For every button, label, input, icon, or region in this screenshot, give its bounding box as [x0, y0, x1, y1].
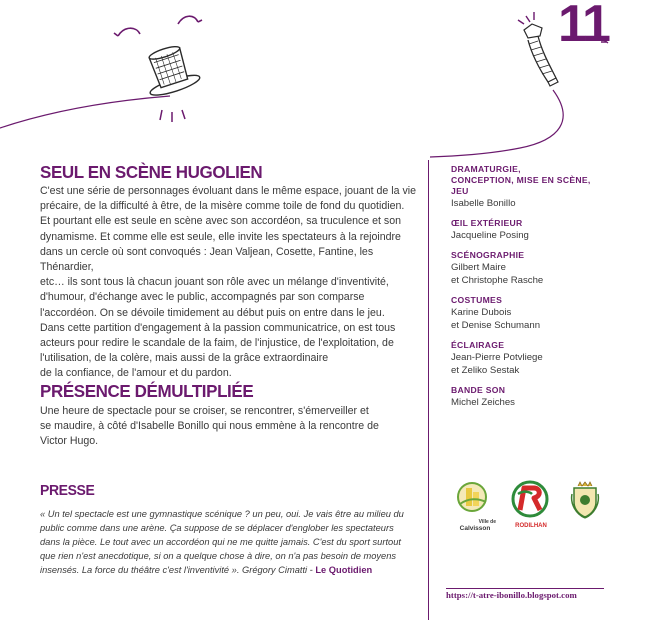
credit-item	[451, 218, 621, 242]
credit-name: Jacqueline Posing	[451, 230, 529, 241]
sponsor-logos	[450, 480, 610, 530]
credit-role: BANDE SON	[451, 385, 506, 395]
credit-item	[451, 164, 621, 210]
credit-name: Isabelle Bonillo	[451, 198, 516, 209]
press-quote	[40, 507, 425, 577]
credit-item	[451, 250, 621, 287]
press-author: Grégory Cimatti -	[242, 565, 316, 576]
credit-role: ŒIL EXTÉRIEUR	[451, 218, 523, 228]
credit-name: Karine Dubois et Denise Schumann	[451, 307, 541, 331]
credit-name: Michel Zeiches	[451, 397, 515, 408]
section-title-presence: PRÉSENCE DÉMULTIPLIÉE	[40, 381, 254, 402]
crest-emblem-icon	[568, 480, 602, 520]
credit-role: ÉCLAIRAGE	[451, 340, 505, 350]
calvisson-small: Ville de	[478, 519, 496, 525]
logo-rodilhan	[506, 480, 556, 529]
motion-marks	[160, 110, 185, 122]
credit-name: Jean-Pierre Potvliege et Zeliko Sestak	[451, 352, 543, 376]
rodilhan-name: RODILHAN	[515, 523, 547, 529]
logo-calvisson	[454, 480, 496, 532]
rodilhan-emblem-icon	[506, 480, 554, 518]
credits-list	[451, 164, 621, 417]
url-rule	[446, 588, 604, 589]
press-title: PRESSE	[40, 481, 95, 499]
credit-name: Gilbert Maire et Christophe Rasche	[451, 262, 544, 286]
press-source: Le Quotidien	[315, 565, 373, 576]
section-title-seul-en-scene: SEUL EN SCÈNE HUGOLIEN	[40, 162, 263, 183]
curve-line-right	[430, 90, 563, 157]
column-divider	[428, 160, 429, 620]
press-quote-text: « Un tel spectacle est une gymnastique scénique ? un peu, oui. Je vais être au milieu du public comme dans une arène. Ça suppose de se déplacer d'englober les spectateurs dans la pièce. Le tout avec un accordéon qui ne me quitte jamais. C'est du sport surtout que rien n'est anecdotique, si on a quelque chose à dire, on n'a pas besoin de moyens insensés. La force du théâtre c'est l'inventivité ».	[40, 509, 404, 576]
header-doodle	[0, 0, 649, 160]
credit-item	[451, 385, 621, 409]
logo-crest	[568, 480, 604, 525]
credit-item	[451, 295, 621, 332]
page-number: 11	[558, 0, 609, 53]
blog-url[interactable]: https://t-atre-ibonillo.blogspot.com	[446, 590, 577, 600]
credit-role: DRAMATURGIE, CONCEPTION, MISE EN SCÈNE, JEU	[451, 164, 591, 196]
curve-line-left	[0, 96, 170, 128]
credit-role: COSTUMES	[451, 295, 503, 305]
section-body-presence: Une heure de spectacle pour se croiser, se rencontrer, s'émerveiller et se maudire, à côté d'Isabelle Bonillo qui nous emmène à la rencontre de Victor Hugo.	[40, 405, 379, 448]
top-hat-icon	[138, 41, 201, 99]
accordion-doodle-icon	[518, 12, 558, 86]
calvisson-name: Calvisson	[459, 525, 491, 532]
eyebrow-left	[118, 28, 140, 36]
section-body-seul-en-scene: C'est une série de personnages évoluant dans le même espace, jouant de la vie précaire, de la difficulté à être, de la misère comme toile de fond du quotidien. Et pourtant elle est seule en scène avec son accordéon, sa truculence et son dynamisme. Et comme elle est seule, elle invite les spectateurs à la rejoindre dans un cercle où sont convoqués : Jean Valjean, Cosette, Fantine, les Thénardier, etc… ils sont tous là chacun jouant son rôle avec un mélange d'inventivité, d'humour, d'échange avec le public, accompagnés par son comparse l'accordéon. On se dévoile timidement au début puis on entre dans le jeu. Dans cette partition d'engagement à la passion communicatrice, on est tous acteurs pour redire le scandale de la faim, de l'injustice, de l'exploitation, de l'utilisation, de la colère, mais aussi de la grâce extraordinaire de la confiance, de l'amour et du pardon.	[40, 185, 416, 380]
credit-item	[451, 340, 621, 377]
eyebrow-right	[178, 16, 198, 24]
calvisson-emblem-icon	[454, 480, 496, 514]
credit-role: SCÉNOGRAPHIE	[451, 250, 525, 260]
